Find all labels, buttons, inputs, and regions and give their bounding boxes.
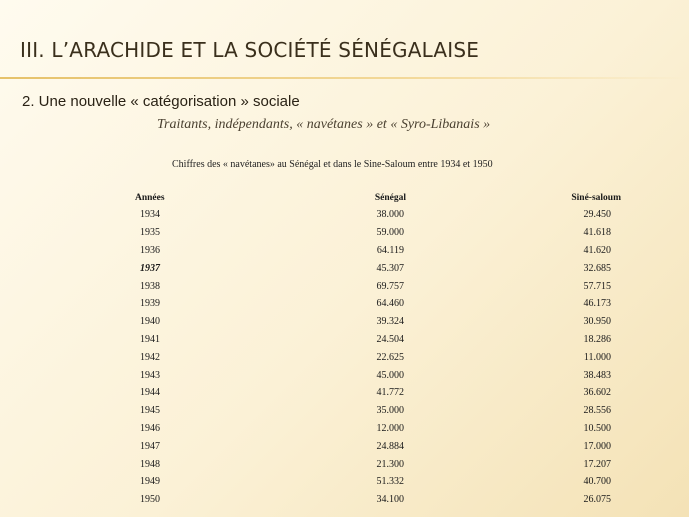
cell-senegal: 21.300 — [376, 458, 404, 470]
cell-year: 1950 — [140, 494, 160, 506]
table-row — [110, 455, 632, 473]
table-row — [110, 242, 632, 260]
cell-senegal: 22.625 — [376, 351, 404, 363]
cell-year: 1946 — [140, 422, 160, 434]
header-annees: Années — [135, 192, 165, 203]
cell-year: 1941 — [140, 333, 160, 345]
cell-sine-saloum: 38.483 — [583, 369, 611, 381]
table-caption: Chiffres des « navétanes» au Sénégal et dans le Sine-Saloum entre 1934 et 1950 — [172, 159, 493, 170]
cell-year: 1936 — [140, 244, 160, 256]
table-row — [110, 366, 632, 384]
cell-senegal: 41.772 — [376, 387, 404, 399]
cell-senegal: 51.332 — [376, 476, 404, 488]
table-row — [110, 259, 632, 277]
cell-senegal: 38.000 — [376, 209, 404, 221]
cell-senegal: 64.460 — [376, 298, 404, 310]
cell-senegal: 64.119 — [376, 244, 404, 256]
cell-sine-saloum: 30.950 — [583, 316, 611, 328]
cell-senegal: 35.000 — [376, 405, 404, 417]
cell-senegal: 12.000 — [376, 422, 404, 434]
cell-sine-saloum: 18.286 — [583, 333, 611, 345]
cell-year: 1947 — [140, 440, 160, 452]
table-row — [110, 348, 632, 366]
table-row — [110, 473, 632, 491]
navetanes-table — [110, 189, 632, 509]
cell-year: 1942 — [140, 351, 160, 363]
cell-senegal: 59.000 — [376, 227, 404, 239]
cell-sine-saloum: 10.500 — [583, 422, 611, 434]
table-row — [110, 437, 632, 455]
header-sine-saloum: Siné-saloum — [571, 192, 621, 203]
cell-year: 1935 — [140, 227, 160, 239]
cell-senegal: 45.307 — [376, 262, 404, 274]
table-row — [110, 206, 632, 224]
cell-year: 1934 — [140, 209, 160, 221]
cell-senegal: 45.000 — [376, 369, 404, 381]
cell-year: 1949 — [140, 476, 160, 488]
table-row — [110, 295, 632, 313]
table-row — [110, 313, 632, 331]
cell-sine-saloum: 32.685 — [583, 262, 611, 274]
cell-senegal: 24.504 — [376, 333, 404, 345]
header-senegal: Sénégal — [374, 192, 406, 203]
cell-sine-saloum: 26.075 — [583, 494, 611, 506]
table-row — [110, 384, 632, 402]
table-row — [110, 402, 632, 420]
cell-year: 1943 — [140, 369, 160, 381]
cell-year: 1939 — [140, 298, 160, 310]
table-row — [110, 224, 632, 242]
cell-year: 1948 — [140, 458, 160, 470]
cell-sine-saloum: 11.000 — [583, 351, 611, 363]
cell-sine-saloum: 36.602 — [583, 387, 611, 399]
cell-year: 1944 — [140, 387, 160, 399]
cell-sine-saloum: 40.700 — [583, 476, 611, 488]
cell-sine-saloum: 17.000 — [583, 440, 611, 452]
cell-year: 1938 — [140, 280, 160, 292]
cell-year: 1937 — [140, 262, 160, 274]
table-row — [110, 491, 632, 509]
table-row — [110, 277, 632, 295]
slide-subtitle: 2. Une nouvelle « catégorisation » sociale — [22, 93, 300, 110]
slide-title: III. L’ARACHIDE ET LA SOCIÉTÉ SÉNÉGALAISE — [20, 38, 480, 62]
title-divider — [0, 77, 689, 79]
italic-subheading: Traitants, indépendants, « navétanes » et « Syro-Libanais » — [157, 117, 491, 132]
cell-sine-saloum: 41.620 — [583, 244, 611, 256]
table-header-row — [110, 189, 632, 206]
cell-senegal: 24.884 — [376, 440, 404, 452]
cell-sine-saloum: 41.618 — [583, 227, 611, 239]
cell-year: 1940 — [140, 316, 160, 328]
cell-senegal: 69.757 — [376, 280, 404, 292]
table-row — [110, 331, 632, 349]
cell-sine-saloum: 17.207 — [583, 458, 611, 470]
cell-sine-saloum: 57.715 — [583, 280, 611, 292]
table-row — [110, 420, 632, 438]
cell-sine-saloum: 28.556 — [583, 405, 611, 417]
cell-sine-saloum: 46.173 — [583, 298, 611, 310]
cell-senegal: 34.100 — [376, 494, 404, 506]
cell-year: 1945 — [140, 405, 160, 417]
cell-senegal: 39.324 — [376, 316, 404, 328]
cell-sine-saloum: 29.450 — [583, 209, 611, 221]
